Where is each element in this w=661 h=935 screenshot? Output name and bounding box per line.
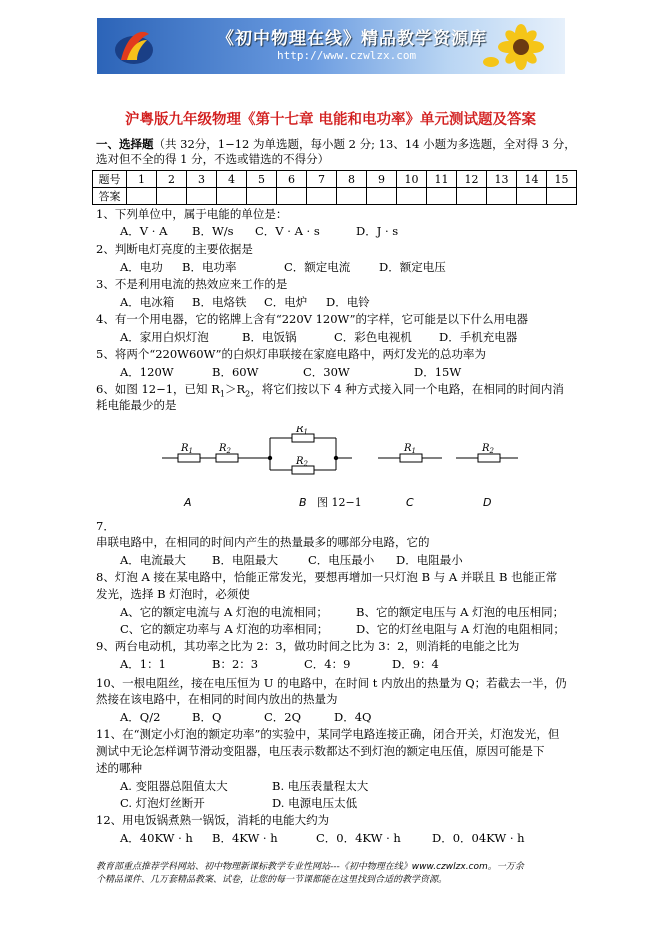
table-cell: 13 <box>487 171 517 188</box>
question-8-stem-2: 发光，选择 B 灯泡时，必须使 <box>96 587 250 601</box>
figure-label-c: C <box>406 496 414 509</box>
question-11-stem-2: 测试中无论怎样调节滑动变阻器，电压表示数都达不到灯泡的额定电压值，原因可能是下 <box>96 744 545 758</box>
footer-line-1: 教育部重点推荐学科网站、初中物理新课标教学专业性网站---《初中物理在线》www.czwlzx.com。一万余 <box>96 862 524 872</box>
resistor-r2 <box>216 454 238 462</box>
site-logo-icon <box>113 24 155 68</box>
table-cell: 4 <box>217 171 247 188</box>
section-desc-2: 选对但不全的得 1 分，不选或错选的不得分） <box>96 152 330 166</box>
svg-text:R2: $R_2$ <box>482 443 494 455</box>
option-a: A．1：1 <box>120 657 166 671</box>
option-c: C．彩色电视机 <box>334 330 412 344</box>
question-2-stem: 2、判断电灯亮度的主要依据是 <box>96 242 253 256</box>
q6-sub1: 1 <box>219 389 225 399</box>
option-a: A．120W <box>120 365 174 379</box>
option-b: B．60W <box>212 365 259 379</box>
table-cell: 12 <box>457 171 487 188</box>
answer-cell[interactable] <box>337 188 367 205</box>
q6-part2: ＞R <box>224 382 246 396</box>
svg-text:R1: $R_1$ <box>296 426 308 436</box>
table-cell: 9 <box>367 171 397 188</box>
answer-cell[interactable] <box>457 188 487 205</box>
option-d: D．额定电压 <box>379 260 446 274</box>
answer-cell[interactable] <box>367 188 397 205</box>
answer-cell[interactable] <box>547 188 577 205</box>
option-d: D．电阻最小 <box>396 553 463 567</box>
question-3-stem: 3、不是利用电流的热效应来工作的是 <box>96 277 288 291</box>
table-cell: 7 <box>307 171 337 188</box>
question-7-number: 7． <box>96 519 115 533</box>
table-answer-label: 答案 <box>93 188 127 205</box>
option-c: C．4：9 <box>304 657 351 671</box>
footer-line-2: 个精品课件、几万套精品教案、试卷，让您的每一节课都能在这里找到合适的教学资源。 <box>96 875 448 885</box>
resistor-r2 <box>478 454 500 462</box>
table-cell: 11 <box>427 171 457 188</box>
table-row <box>93 171 577 188</box>
answer-cell[interactable] <box>217 188 247 205</box>
section-title: 一、选择题 <box>96 137 154 151</box>
option-c: C．0．4KW · h <box>316 831 401 845</box>
option-c: C．2Q <box>264 710 302 724</box>
q6-sub2: 2 <box>245 389 251 399</box>
table-cell: 15 <box>547 171 577 188</box>
figure-label-a: A <box>184 496 192 509</box>
option-b: B：2：3 <box>212 657 259 671</box>
banner-title: 《初中物理在线》精品教学资源库 <box>217 29 487 49</box>
figure-label-b: B <box>299 496 307 509</box>
option-a: A．家用白炽灯泡 <box>120 330 209 344</box>
answer-cell[interactable] <box>427 188 457 205</box>
answer-cell[interactable] <box>517 188 547 205</box>
resistor-r1 <box>400 454 422 462</box>
svg-text:R2: $R_2$ <box>219 443 231 455</box>
answer-table <box>92 170 577 205</box>
svg-text:R1: $R_1$ <box>404 443 416 455</box>
option-b: B．W/s <box>192 224 234 238</box>
option-d: D．15W <box>414 365 462 379</box>
svg-text:R2: $R_2$ <box>296 456 308 468</box>
section-heading <box>96 137 581 152</box>
option-a: A．电功 <box>120 260 163 274</box>
header-banner <box>97 18 565 74</box>
question-10-stem-1: 10、一根电阻丝，接在电压恒为 U 的电路中，在时间 t 内放出的热量为 Q；若截去一半，仍 <box>96 676 567 690</box>
option-a: A、它的额定电流与 A 灯泡的电流相同； <box>120 605 328 619</box>
option-b: B．电饭锅 <box>242 330 297 344</box>
answer-cell[interactable] <box>187 188 217 205</box>
q6-part1: 6、如图 12−1，已知 R <box>96 382 220 396</box>
question-5-stem: 5、将两个“220W60W”的白炽灯串联接在家庭电路中，两灯发光的总功率为 <box>96 347 487 361</box>
option-d: D．电铃 <box>326 295 370 309</box>
option-c: C．电炉 <box>264 295 308 309</box>
option-b: B．电阻最大 <box>212 553 278 567</box>
option-d: D．4Q <box>334 710 372 724</box>
table-cell: 2 <box>157 171 187 188</box>
banner-url[interactable]: http://www.czwlzx.com <box>277 49 417 62</box>
answer-cell[interactable] <box>487 188 517 205</box>
figure-label-d: D <box>483 496 492 509</box>
table-cell: 14 <box>517 171 547 188</box>
table-cell: 10 <box>397 171 427 188</box>
option-c: C．额定电流 <box>284 260 351 274</box>
option-b: B．电功率 <box>182 260 237 274</box>
option-a: A．电冰箱 <box>120 295 175 309</box>
resistor-r1 <box>178 454 200 462</box>
answer-cell[interactable] <box>277 188 307 205</box>
option-d: D．9：4 <box>392 657 439 671</box>
option-a: A. 变阻器总阻值太大 <box>120 779 228 793</box>
question-4-stem: 4、有一个用电器，它的铭牌上含有“220V 120W”的字样，它可能是以下什么用电器 <box>96 312 528 326</box>
option-c: C．V · A · s <box>255 224 320 238</box>
option-c: C．30W <box>303 365 350 379</box>
question-8-stem-1: 8、灯泡 A 接在某电路中，恰能正常发光，要想再增加一只灯泡 B 与 A 并联且 B 也能正常 <box>96 570 558 584</box>
option-d: D．0．04KW · h <box>432 831 525 845</box>
option-c: C．电压最小 <box>308 553 375 567</box>
circuit-figure <box>160 426 520 516</box>
question-6-stem-2: 耗电能最少的是 <box>96 398 177 412</box>
question-12-stem: 12、用电饭锅煮熟一锅饭，消耗的电能大约为 <box>96 813 330 827</box>
svg-text:R1: $R_1$ <box>181 443 193 455</box>
option-a: A．电流最大 <box>120 553 186 567</box>
question-7-stem: 串联电路中，在相同的时间内产生的热量最多的哪部分电路，它的 <box>96 535 430 549</box>
answer-cell[interactable] <box>307 188 337 205</box>
option-c: C. 灯泡灯丝断开 <box>120 796 205 810</box>
q6-part3: ，将它们按以下 4 种方式接入同一个电路，在相同的时间内消 <box>250 382 564 396</box>
option-d: D．手机充电器 <box>439 330 518 344</box>
option-c: C、它的额定功率与 A 灯泡的功率相同； <box>120 622 329 636</box>
table-cell: 3 <box>187 171 217 188</box>
option-d: D、它的灯丝电阻与 A 灯泡的电阻相同； <box>356 622 565 636</box>
option-a: A．40KW · h <box>120 831 193 845</box>
question-11-stem-3: 述的哪种 <box>96 761 142 775</box>
sunflower-icon <box>481 22 551 72</box>
option-a: A．Q/2 <box>120 710 161 724</box>
question-11-stem-1: 11、在“测定小灯泡的额定功率”的实验中，某同学电路连接正确，闭合开关，灯泡发光，但 <box>96 727 560 741</box>
question-1-stem: 1、下列单位中，属于电能的单位是： <box>96 207 288 221</box>
question-10-stem-2: 然接在该电路中，在相同的时间内放出的热量为 <box>96 692 338 706</box>
table-cell: 5 <box>247 171 277 188</box>
question-9-stem: 9、两台电动机，其功率之比为 2：3，做功时间之比为 3：2，则消耗的电能之比为 <box>96 639 520 653</box>
table-row <box>93 188 577 205</box>
option-b: B. 电压表量程太大 <box>272 779 369 793</box>
table-header-label: 题号 <box>93 171 127 188</box>
table-cell: 1 <box>127 171 157 188</box>
option-b: B．电烙铁 <box>192 295 247 309</box>
option-b: B．4KW · h <box>212 831 278 845</box>
table-cell: 6 <box>277 171 307 188</box>
section-desc-1: （共 32分，1−12 为单选题，每小题 2 分; 13、14 小题为多选题，全对得 3 分， <box>153 137 576 151</box>
answer-cell[interactable] <box>397 188 427 205</box>
option-b: B、它的额定电压与 A 灯泡的电压相同； <box>356 605 565 619</box>
table-cell: 8 <box>337 171 367 188</box>
option-a: A．V · A <box>120 224 168 238</box>
page-title: 沪粤版九年级物理《第十七章 电能和电功率》单元测试题及答案 <box>124 112 537 128</box>
figure-caption: 图 12−1 <box>317 496 362 509</box>
answer-cell[interactable] <box>127 188 157 205</box>
option-d: D. 电源电压太低 <box>272 796 358 810</box>
page-footer <box>96 861 566 887</box>
option-d: D．J · s <box>356 224 399 238</box>
option-b: B．Q <box>192 710 222 724</box>
answer-cell[interactable] <box>247 188 277 205</box>
answer-cell[interactable] <box>157 188 187 205</box>
